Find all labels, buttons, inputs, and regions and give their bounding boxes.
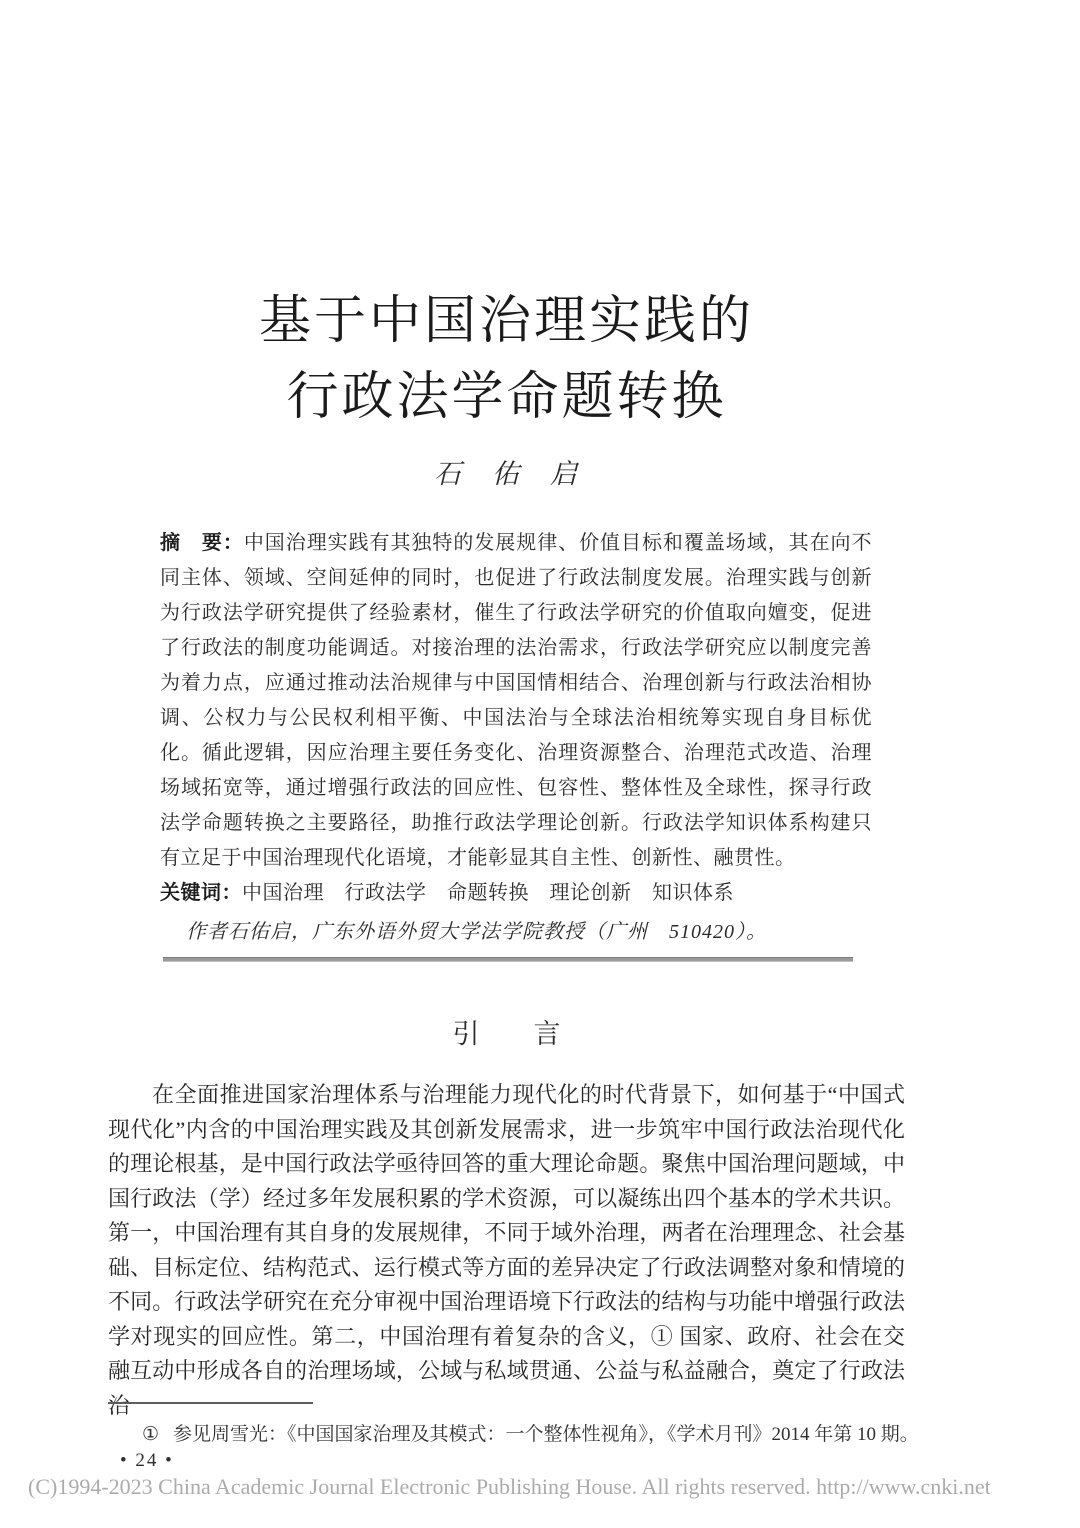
author-name: 石 佑 启 [434,459,579,489]
page-number: • 24 • [120,1450,174,1471]
article-title [108,284,905,436]
abstract-label: 摘 要： [160,532,244,554]
article-title-line-2: 行政法学命题转换 [286,369,727,426]
footnote [108,1420,939,1450]
abstract-block [160,526,872,911]
section-heading-introduction: 引 言 [452,1019,561,1049]
copyright-watermark: (C)1994-2023 China Academic Journal Electronic Publishing House. All rights reserved. http://www.cnki.net [28,1474,991,1499]
footnote-divider [108,1402,313,1404]
header-divider-rule [163,957,853,962]
abstract-text: 中国治理实践有其独特的发展规律、价值目标和覆盖场域，其在向不同主体、领域、空间延伸的同时，也促进了行政法制度发展。治理实践与创新为行政法学研究提供了经验素材，催生了行政法学研究的价值取向嬗变，促进了行政法的制度功能调适。对接治理的法治需求，行政法学研究应以制度完善为着力点，应通过推动法治规律与中国国情相结合、治理创新与行政法治相协调、公权力与公民权利相平衡、中国法治与全球法治相统筹实现自身目标优化。循此逻辑，因应治理主要任务变化、治理资源整合、治理范式改造、治理场域拓宽等，通过增强行政法的回应性、包容性、整体性及全球性，探寻行政法学命题转换之主要路径，助推行政法学理论创新。行政法学知识体系构建只有立足于中国治理现代化语境，才能彰显其自主性、创新性、融贯性。 [160,532,873,869]
footnote-marker: ① [142,1424,160,1445]
footnote-text: 参见周雪光：《中国国家治理及其模式：一个整体性视角》，《学术月刊》2014 年第 10 期。 [173,1424,919,1445]
abstract-paragraph [160,526,872,876]
keywords-text: 中国治理 行政法学 命题转换 理论创新 知识体系 [242,882,734,904]
keywords-label: 关键词： [160,882,242,904]
author-affiliation-note: 作者石佑启，广东外语外贸大学法学院教授（广州 510420）。 [186,921,767,943]
keywords-line [160,876,872,911]
article-title-line-1: 基于中国治理实践的 [258,293,754,350]
body-paragraph: 在全面推进国家治理体系与治理能力现代化的时代背景下，如何基于“中国式现代化”内含的中国治理实践及其创新发展需求，进一步筑牢中国行政法治现代化的理论根基，是中国行政法学亟待回答的重大理论命题。聚焦中国治理问题域，中国行政法（学）经过多年发展积累的学术资源，可以凝练出四个基本的学术共识。第一，中国治理有其自身的发展规律，不同于域外治理，两者在治理理念、社会基础、目标定位、结构范式、运行模式等方面的差异决定了行政法调整对象和情境的不同。行政法学研究在充分审视中国治理语境下行政法的结构与功能中增强行政法学对现实的回应性。第二，中国治理有着复杂的含义，① 国家、政府、社会在交融互动中形成各自的治理场域，公域与私域贯通、公益与私益融合，奠定了行政法治 [108,1082,905,1418]
